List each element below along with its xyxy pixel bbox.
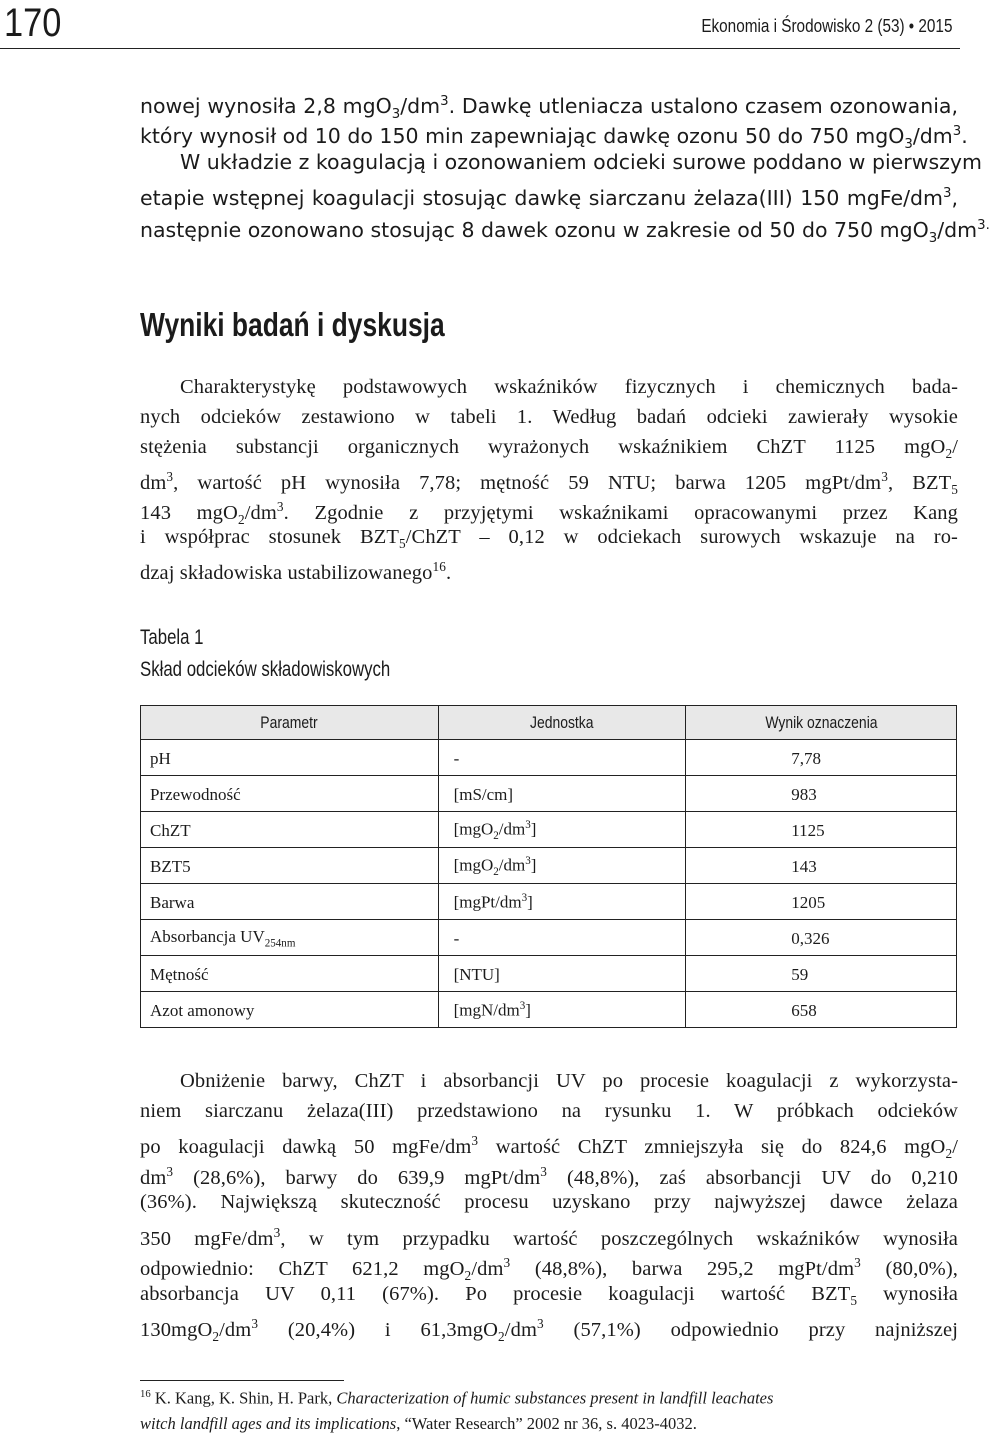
text-line: i współprac stosunek $BZT_5$/ChZT – 0,12 w odciekach surowych wskazuje na ro- (140, 526, 958, 552)
header-divider (0, 48, 960, 49)
table-row (141, 956, 957, 992)
unit-cell: $[mgO_2/dm^3]$ (438, 848, 686, 884)
text-line: etapie wstępnej koagulacji stosując dawkę siarczanu żelaza(III) 150 mgFe/$dm^3$, (140, 185, 958, 210)
column-header: Parametr (141, 706, 439, 740)
text-line: (36%). Największą skuteczność procesu uzyskano przy najwyższej dawce żelaza (140, 1191, 958, 1213)
parameter-cell: Barwa (141, 884, 439, 920)
text-line: absorbancja UV 0,11 (67%). Po procesie koagulacji wartość $BZT_5$ wynosiła (140, 1283, 958, 1309)
table-title: Skład odcieków składowiskowych (140, 658, 391, 681)
parameter-cell: BZT5 (141, 848, 439, 884)
text-line: następnie ozonowano stosując 8 dawek ozonu w zakresie od 50 do 750 $mgO_3/dm^{3.}$ (140, 217, 990, 246)
value-cell: 143 (686, 848, 957, 884)
parameter-cell: Azot amonowy (141, 992, 439, 1028)
unit-cell: [mS/cm] (438, 776, 686, 812)
value-cell: 59 (686, 956, 957, 992)
parameter-cell: Mętność (141, 956, 439, 992)
unit-cell: $[mgPt/dm^3]$ (438, 884, 686, 920)
text-line: $dm^3$ (28,6%), barwy do 639,9 mgPt/$dm^3$ (48,8%), zaś absorbancji UV do 0,210 (140, 1164, 959, 1189)
composition-table (140, 705, 957, 1028)
section-heading: Wyniki badań i dyskusja (140, 306, 445, 343)
table-row (141, 884, 957, 920)
table-label: Tabela 1 (140, 626, 204, 649)
unit-cell: [NTU] (438, 956, 686, 992)
column-header: Wynik oznaczenia (686, 706, 957, 740)
footnote-divider (140, 1380, 344, 1381)
footnote-line: $^{16}$ K. Kang, K. Shin, H. Park, Characterization of humic substances present in landfill leachates (140, 1388, 774, 1408)
parameter-cell: pH (141, 740, 439, 776)
unit-cell: - (438, 920, 686, 956)
column-header: Jednostka (438, 706, 686, 740)
footnote-line: witch landfill ages and its implications, “Water Research” 2002 nr 36, s. 4023-4032. (140, 1414, 697, 1433)
table-row (141, 920, 957, 956)
value-cell: 7,78 (686, 740, 957, 776)
text-line: W układzie z koagulacją i ozonowaniem odcieki surowe poddano w pierwszym (180, 150, 983, 174)
table-row (141, 776, 957, 812)
table-row (141, 812, 957, 848)
text-line: niem siarczanu żelaza(III) przedstawiono na rysunku 1. W próbkach odcieków (140, 1100, 958, 1122)
value-cell: 0,326 (686, 920, 957, 956)
text-line: po koagulacji dawką 50 mgFe/$dm^3$ wartość ChZT zmniejszyła się do 824,6 mgO$_2$/ (140, 1133, 958, 1161)
value-cell: 1205 (686, 884, 957, 920)
unit-cell: - (438, 740, 686, 776)
running-head: Ekonomia i Środowisko 2 (53) • 2015 (700, 16, 952, 36)
table-header-row (141, 706, 957, 740)
text-line: stężenia substancji organicznych wyrażonych wskaźnikiem ChZT 1125 mgO$_2$/ (140, 436, 958, 462)
table-row (141, 848, 957, 884)
text-line: dzaj składowiska ustabilizowanego$^{16}$. (140, 559, 452, 584)
value-cell: 658 (686, 992, 957, 1028)
value-cell: 983 (686, 776, 957, 812)
footnote-mark: 16 (140, 1388, 151, 1400)
text-line: $130mgO_2/dm^3$ (20,4%) i $61,3mgO_2/dm^3$ (57,1%) odpowiednio przy najniższej (140, 1316, 958, 1344)
value-cell: 1125 (686, 812, 957, 848)
parameter-cell: Absorbancja $UV_{254nm}$ (141, 920, 439, 956)
text-line: 350 mgFe/$dm^3$, w tym przypadku wartość poszczególnych wskaźników wynosiła (140, 1225, 958, 1250)
text-line: Obniżenie barwy, ChZT i absorbancji UV po procesie koagulacji z wykorzysta- (180, 1070, 958, 1092)
page-number: 170 (4, 1, 62, 45)
text-line: Charakterystykę podstawowych wskaźników fizycznych i chemicznych bada- (180, 376, 958, 398)
unit-cell: $[mgO_2/dm^3]$ (438, 812, 686, 848)
table-row (141, 740, 957, 776)
text-line: odpowiednio: ChZT 621,2 $mgO_2/dm^3$ (48,8%), barwa 295,2 mgPt/$dm^3$ (80,0%), (140, 1255, 958, 1283)
text-line: 143 $mgO_2/dm^3$. Zgodnie z przyjętymi wskaźnikami opracowanymi przez Kang (140, 499, 958, 527)
text-line: nych odcieków zestawiono w tabeli 1. Według badań odcieki zawierały wysokie (140, 406, 958, 428)
text-line: $dm^3$, wartość pH wynosiła 7,78; mętność 59 NTU; barwa 1205 mgPt/$dm^3$, $BZT_5$ (140, 469, 958, 497)
parameter-cell: Przewodność (141, 776, 439, 812)
text-line: który wynosił od 10 do 150 min zapewniając dawkę ozonu 50 do 750 $mgO_3/dm^3$. (140, 123, 968, 152)
unit-cell: $[mgN/dm^3]$ (438, 992, 686, 1028)
parameter-cell: ChZT (141, 812, 439, 848)
text-line: nowej wynosiła 2,8 $mgO_3/dm^3$. Dawkę utleniacza ustalono czasem ozonowania, (140, 93, 958, 122)
table-row (141, 992, 957, 1028)
